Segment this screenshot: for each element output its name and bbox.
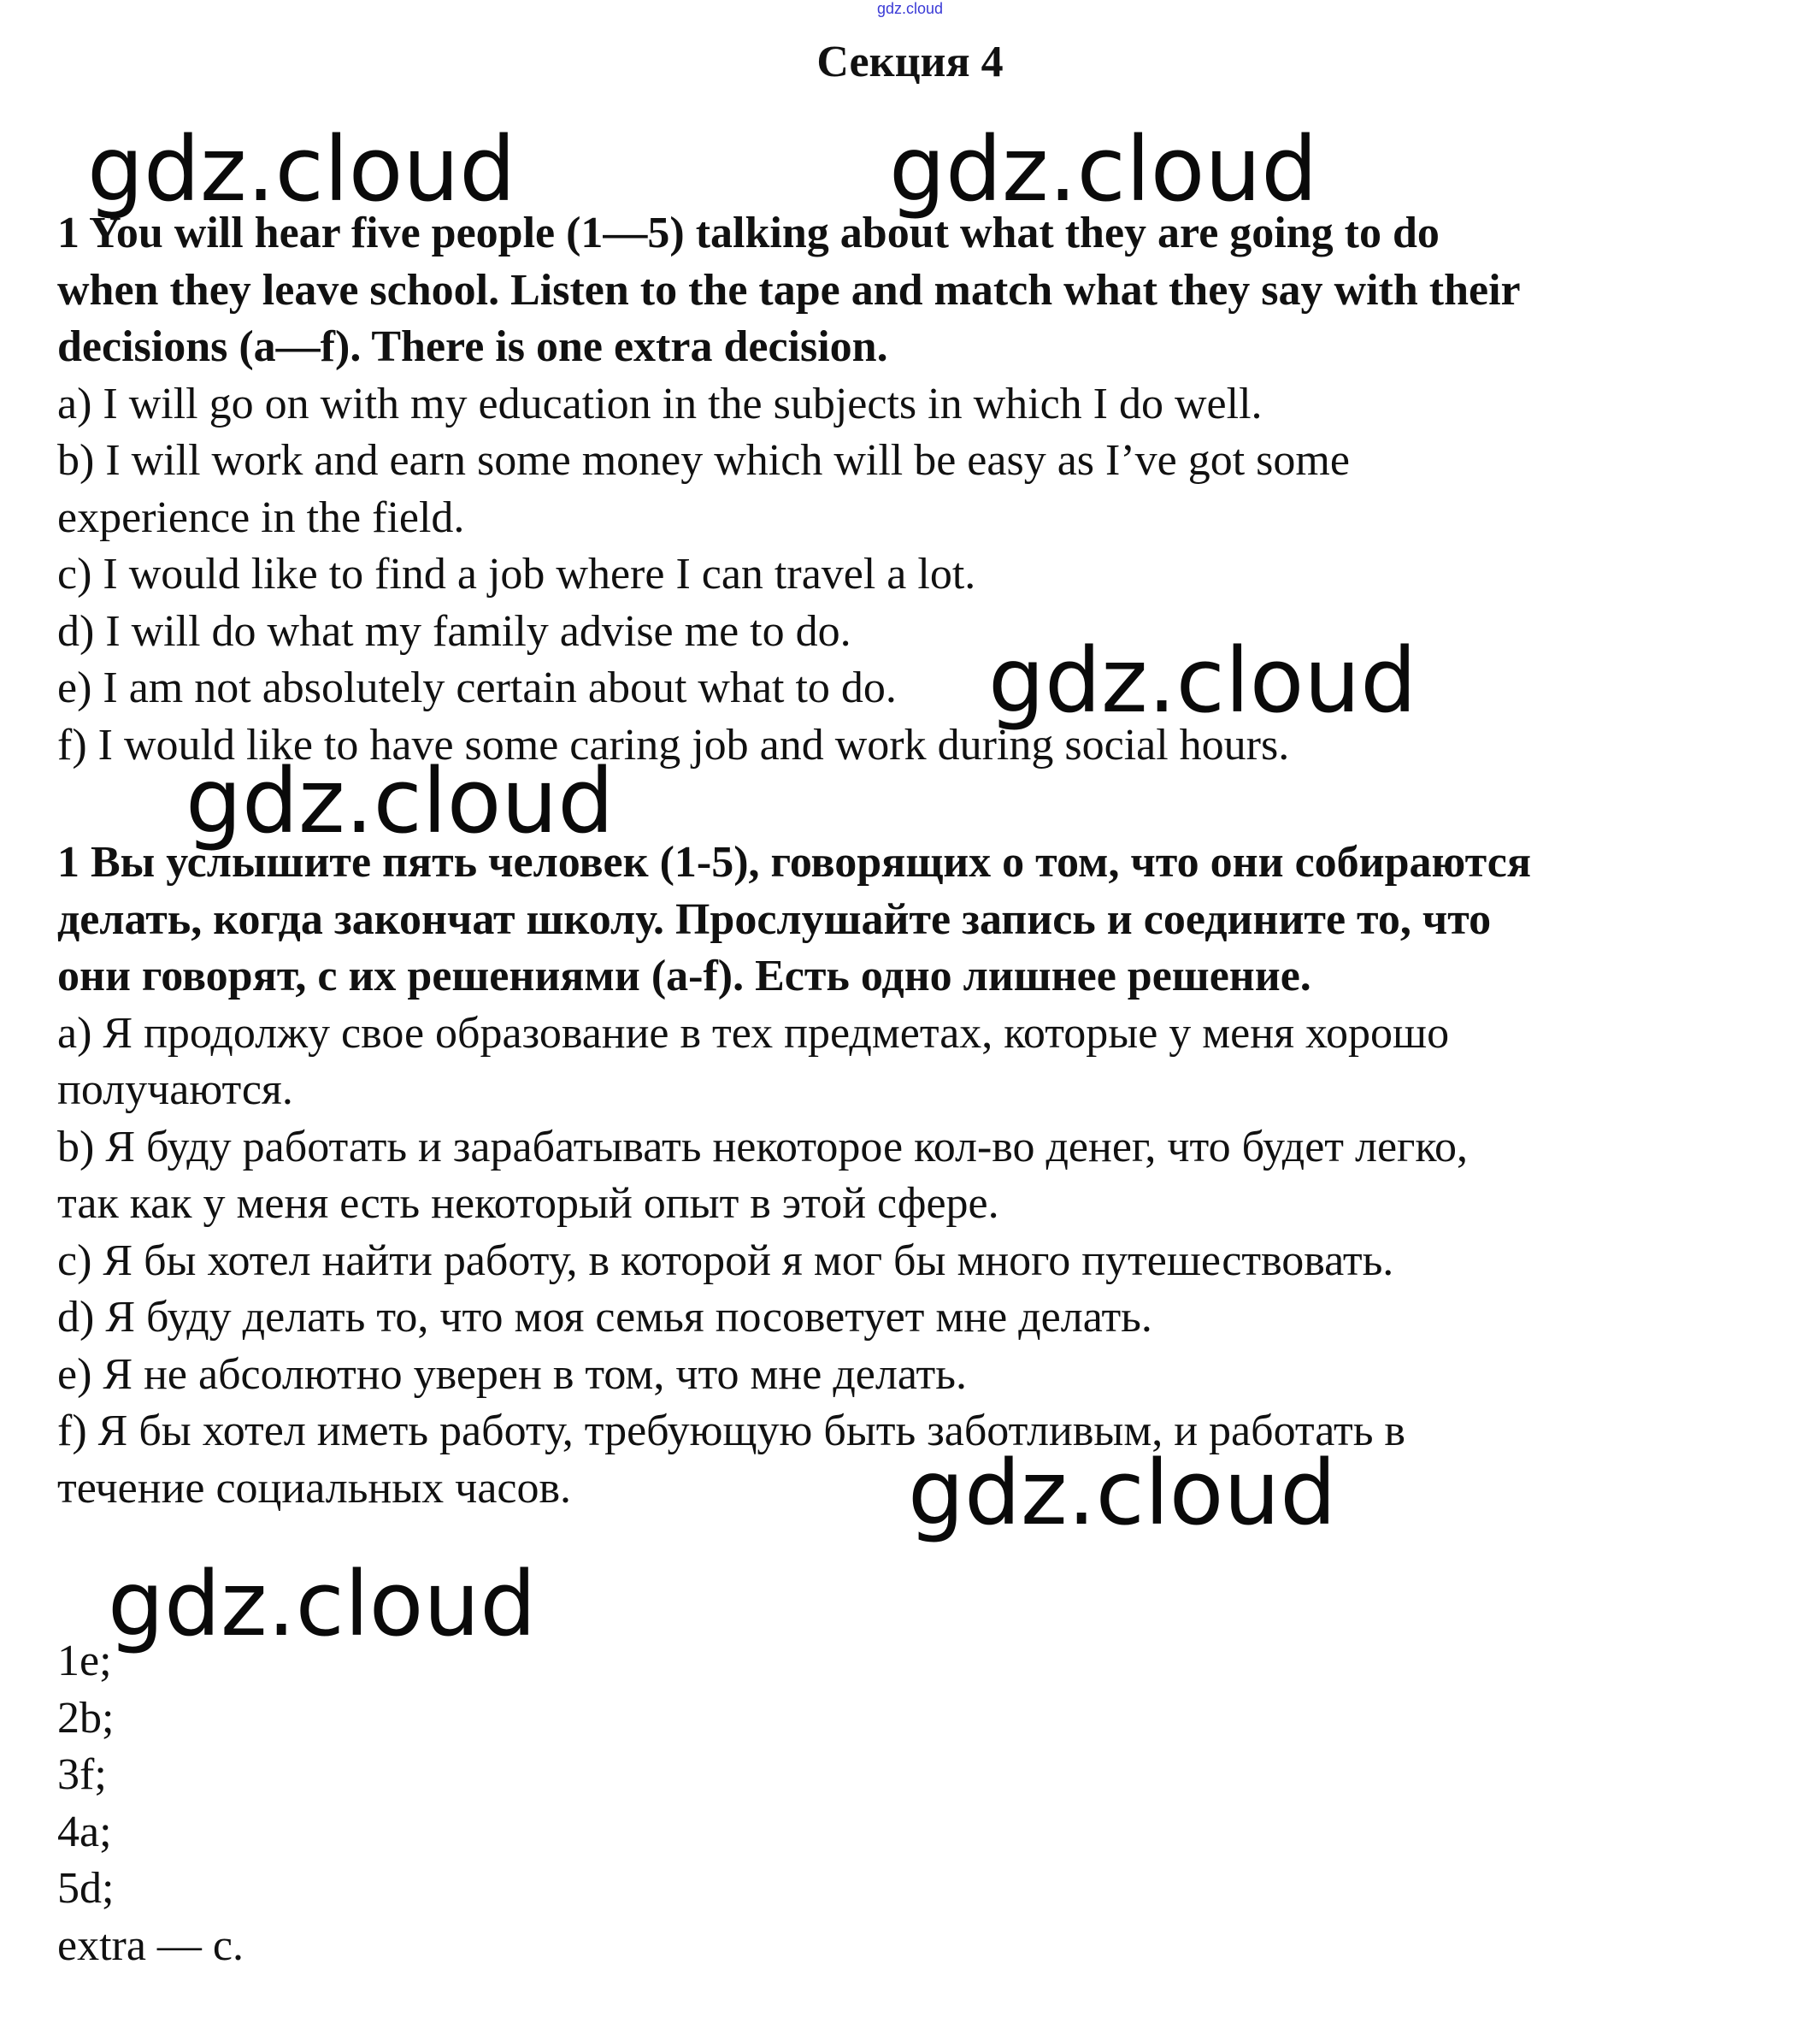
option-line: b) I will work and earn some money which will be easy as I’ve got some [57, 436, 1350, 485]
option-line: получаются. [57, 1065, 293, 1114]
instruction-line: 1 Вы услышите пять человек (1-5), говорящих о том, что они собираются [57, 838, 1531, 887]
option-line: f) Я бы хотел иметь работу, требующую быть заботливым, и работать в [57, 1407, 1405, 1455]
answer-item: 5d; [57, 1864, 115, 1913]
option-line: a) I will go on with my education in the subjects in which I do well. [57, 379, 1263, 428]
task-english [57, 205, 1758, 774]
answer-item: extra — c. [57, 1920, 244, 1970]
watermark: gdz.cloud [988, 628, 1417, 733]
option-line: c) I would like to find a job where I can travel a lot. [57, 550, 976, 599]
option-line: b) Я буду работать и зарабатывать некоторое кол-во денег, что будет легко, [57, 1122, 1469, 1171]
answer-item: 3f; [57, 1750, 107, 1799]
option-line: a) Я продолжу свое образование в тех предметах, которые у меня хорошо [57, 1008, 1450, 1058]
instruction-line: when they leave school. Listen to the tape and match what they say with their [57, 265, 1521, 315]
answer-list [57, 1633, 1758, 1974]
section-title: Секция 4 [816, 38, 1004, 86]
answer-item: 2b; [57, 1693, 115, 1743]
watermark: gdz.cloud [186, 749, 615, 853]
task-russian [57, 835, 1758, 1517]
watermark: gdz.cloud [908, 1441, 1337, 1545]
answer-item: 1e; [57, 1637, 112, 1685]
instruction-line: они говорят, с их решениями (a-f). Есть одно лишнее решение. [57, 952, 1311, 1000]
option-line: e) I am not absolutely certain about what to do. [57, 664, 897, 712]
option-line: c) Я бы хотел найти работу, в которой я мог бы много путешествовать. [57, 1236, 1394, 1285]
watermark: gdz.cloud [108, 1552, 537, 1656]
instruction-line: делать, когда закончат школу. Прослушайте запись и соедините то, что [57, 894, 1492, 944]
option-line: течение социальных часов. [57, 1463, 572, 1513]
watermark: gdz.cloud [87, 117, 516, 221]
option-line: f) I would like to have some caring job and work during social hours. [57, 720, 1290, 770]
instruction-line: 1 You will hear five people (1—5) talking about what they are going to do [57, 209, 1440, 257]
option-line: e) Я не абсолютно уверен в том, что мне делать. [57, 1349, 967, 1399]
option-line: experience in the field. [57, 493, 465, 542]
instruction-line: decisions (a—f). There is one extra decision. [57, 322, 888, 371]
site-mark: gdz.cloud [876, 0, 944, 17]
option-line: так как у меня есть некоторый опыт в этой сфере. [57, 1179, 999, 1228]
answer-item: 4a; [57, 1807, 112, 1856]
watermark: gdz.cloud [889, 117, 1318, 221]
option-line: d) I will do what my family advise me to do. [57, 606, 851, 656]
option-line: d) Я буду делать то, что моя семья посоветует мне делать. [57, 1293, 1152, 1342]
